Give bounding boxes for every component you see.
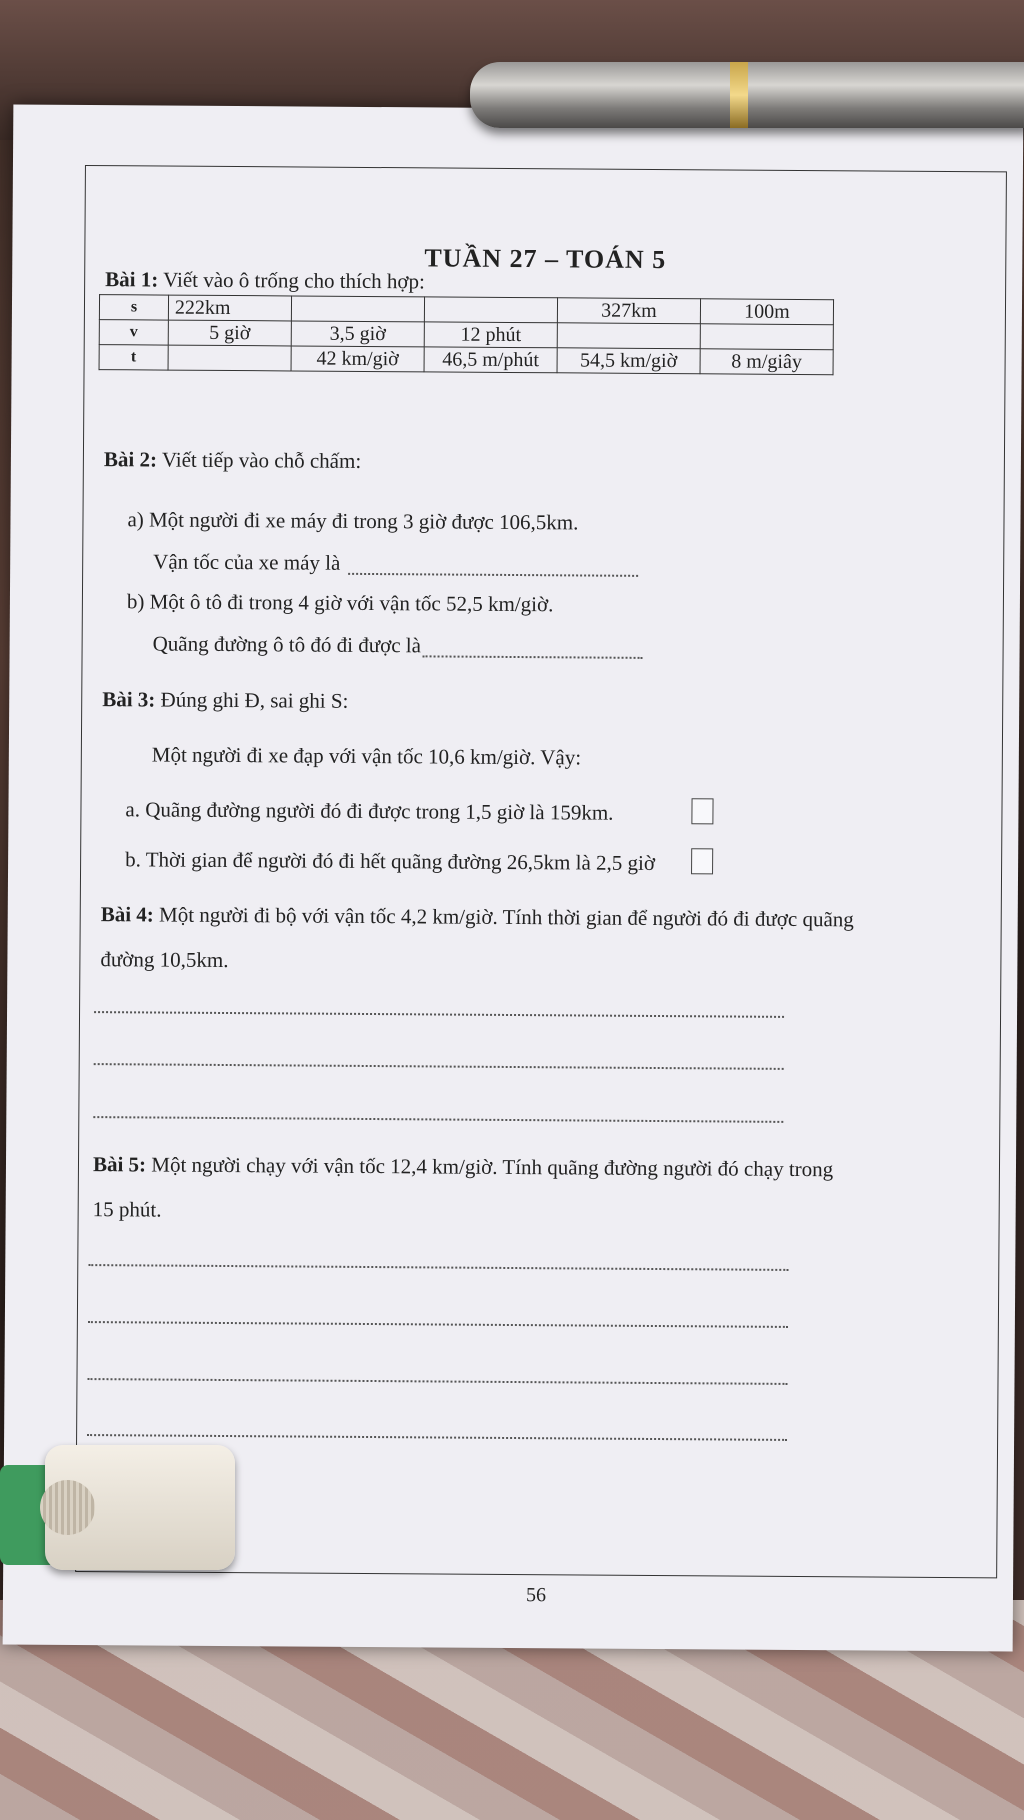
bai5-label: Bài 5: bbox=[92, 1152, 147, 1177]
table-cell[interactable]: 8 m/giây bbox=[700, 349, 833, 375]
table-row-t bbox=[99, 345, 833, 375]
table-cell[interactable]: 42 km/giờ bbox=[291, 346, 424, 372]
table-cell[interactable] bbox=[557, 323, 700, 349]
bai2-instruction: Viết tiếp vào chỗ chấm: bbox=[161, 447, 362, 473]
bai2-heading bbox=[104, 446, 361, 475]
bai3-a-statement: a. Quãng đường người đó đi được trong 1,5 giờ là 159km. bbox=[125, 797, 614, 825]
bai4-answer-line-1[interactable] bbox=[94, 1011, 784, 1018]
bai3-intro: Một người đi xe đạp với vận tốc 10,6 km/giờ. Vậy: bbox=[151, 742, 582, 770]
table-cell[interactable]: 3,5 giờ bbox=[291, 321, 424, 347]
bai5-answer-line-2[interactable] bbox=[88, 1321, 788, 1328]
bai2-b-answer-line[interactable] bbox=[423, 655, 643, 659]
speed-table bbox=[99, 294, 835, 375]
bai3-a-answer-box[interactable] bbox=[691, 798, 713, 824]
pen-gold-band bbox=[730, 62, 748, 128]
page-title: TUẦN 27 – TOÁN 5 bbox=[424, 243, 667, 275]
bai3-instruction: Đúng ghi Đ, sai ghi S: bbox=[160, 687, 349, 713]
bai5-question: Một người chạy với vận tốc 12,4 km/giờ. Tính quãng đường người đó chạy trong bbox=[151, 1152, 834, 1182]
row-label: v bbox=[99, 320, 168, 345]
bai5-answer-line-1[interactable] bbox=[88, 1264, 788, 1271]
table-cell[interactable] bbox=[168, 345, 291, 371]
bai4-question-cont: đường 10,5km. bbox=[100, 947, 229, 973]
bai2-label: Bài 2: bbox=[103, 447, 158, 472]
bai3-heading bbox=[102, 686, 348, 715]
bai1-heading bbox=[105, 266, 425, 296]
fountain-pen bbox=[470, 62, 1024, 128]
page-frame bbox=[75, 165, 1007, 1607]
table-cell[interactable]: 54,5 km/giờ bbox=[557, 348, 700, 374]
table-cell[interactable]: 100m bbox=[700, 299, 833, 325]
table-cell[interactable]: 12 phút bbox=[424, 322, 557, 348]
page-number: 56 bbox=[525, 1584, 547, 1607]
bai1-label: Bài 1: bbox=[105, 267, 159, 292]
table-cell[interactable]: 222km bbox=[168, 295, 291, 321]
bai2-a-question: a) Một người đi xe máy đi trong 3 giờ được 106,5km. bbox=[127, 507, 579, 535]
table-cell[interactable]: 5 giờ bbox=[168, 320, 291, 346]
row-label: t bbox=[99, 345, 168, 370]
bai2-b-question: b) Một ô tô đi trong 4 giờ với vận tốc 52,5 km/giờ. bbox=[126, 589, 554, 617]
bai2-a-answer-label: Vận tốc của xe máy là bbox=[153, 549, 341, 575]
bai5-heading bbox=[93, 1151, 973, 1184]
table-cell[interactable] bbox=[424, 297, 557, 323]
eraser-grip bbox=[40, 1480, 95, 1535]
bai3-b-answer-box[interactable] bbox=[691, 848, 713, 874]
bai1-instruction: Viết vào ô trống cho thích hợp: bbox=[163, 267, 426, 294]
bai2-b-answer-label: Quãng đường ô tô đó đi được là bbox=[152, 631, 422, 658]
bai5-question-cont: 15 phút. bbox=[92, 1197, 162, 1222]
bai4-answer-line-2[interactable] bbox=[94, 1063, 784, 1070]
bai4-question: Một người đi bộ với vận tốc 4,2 km/giờ. Tính thời gian để người đó đi được quãng bbox=[158, 902, 854, 932]
eraser bbox=[0, 1440, 240, 1575]
bai3-label: Bài 3: bbox=[102, 687, 156, 712]
bai2-a-answer-line[interactable] bbox=[348, 573, 638, 577]
bai3-b-statement: b. Thời gian để người đó đi hết quãng đường 26,5km là 2,5 giờ bbox=[125, 847, 656, 875]
bai4-heading bbox=[101, 901, 981, 934]
table-cell[interactable] bbox=[700, 324, 833, 350]
worksheet-paper bbox=[3, 104, 1024, 1651]
table-cell[interactable]: 327km bbox=[557, 298, 700, 324]
row-label: s bbox=[99, 295, 168, 320]
bai5-answer-line-3[interactable] bbox=[87, 1378, 787, 1385]
table-cell[interactable] bbox=[291, 296, 424, 322]
bai4-label: Bài 4: bbox=[100, 902, 154, 927]
bai4-answer-line-3[interactable] bbox=[93, 1116, 783, 1123]
table-cell[interactable]: 46,5 m/phút bbox=[424, 347, 557, 373]
